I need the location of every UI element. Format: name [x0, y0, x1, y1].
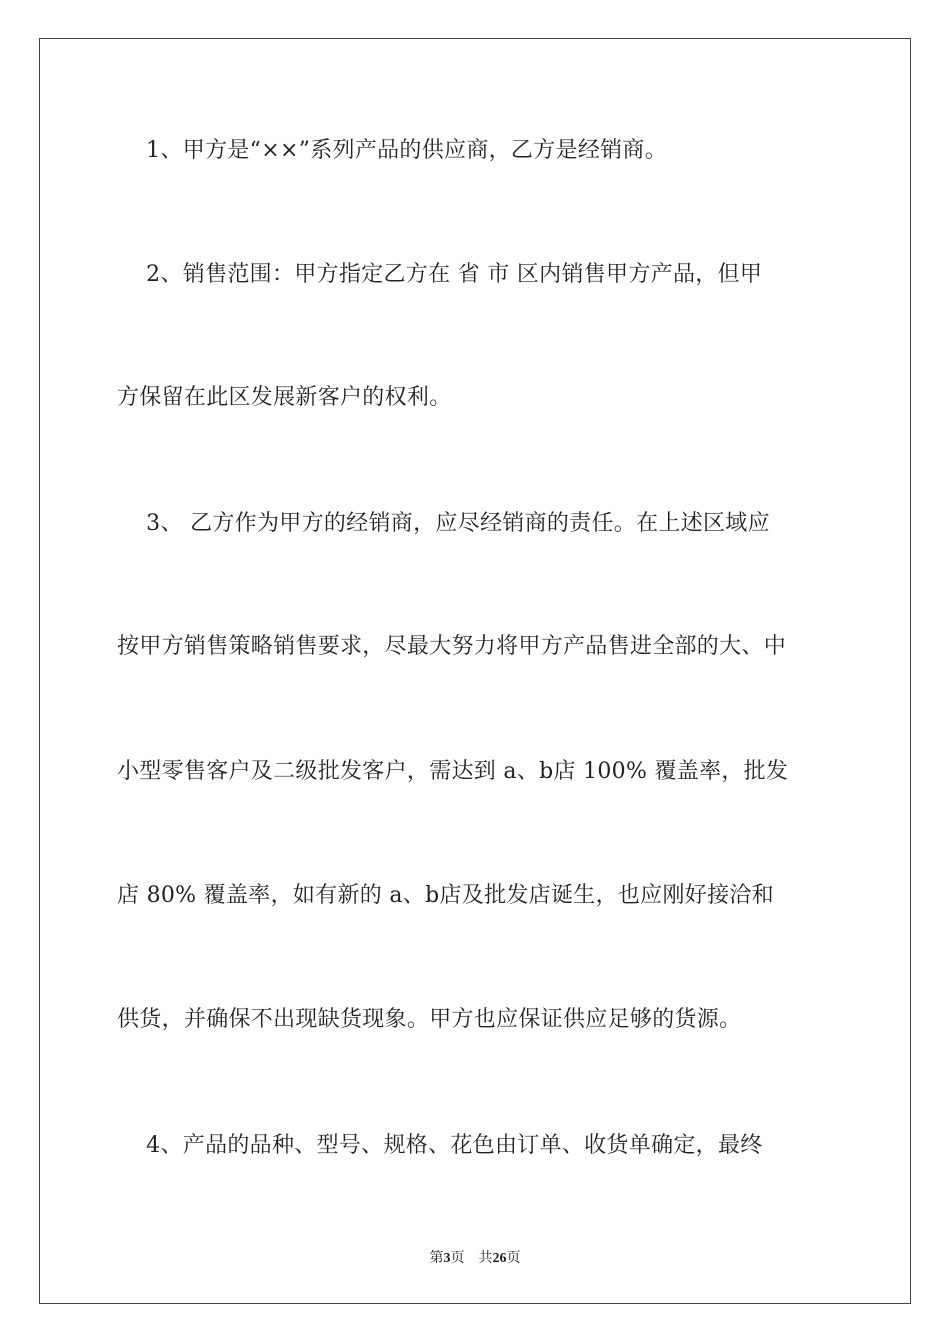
paragraph-line: 3、 乙方作为甲方的经销商，应尽经销商的责任。在上述区域应	[117, 511, 770, 536]
total-pages: 26	[492, 1251, 507, 1266]
paragraph-line: 店 80% 覆盖率，如有新的 a、b店及批发店诞生，也应刚好接洽和	[117, 883, 774, 908]
paragraph-line: 按甲方销售策略销售要求，尽最大努力将甲方产品售进全部的大、中	[117, 634, 787, 659]
paragraph-line: 小型零售客户及二级批发客户，需达到 a、b店 100% 覆盖率，批发	[117, 759, 789, 784]
total-prefix: 共	[478, 1251, 493, 1266]
paragraph-line: 供货，并确保不出现缺货现象。甲方也应保证供应足够的货源。	[117, 1007, 742, 1032]
page-suffix: 页	[450, 1251, 465, 1266]
page-prefix: 第	[429, 1251, 444, 1266]
paragraph-line: 4、产品的品种、型号、规格、花色由订单、收货单确定，最终	[117, 1133, 763, 1158]
total-suffix: 页	[506, 1251, 521, 1266]
page-border	[39, 38, 911, 1304]
paragraph-line: 方保留在此区发展新客户的权利。	[117, 385, 452, 410]
page-footer	[0, 1247, 950, 1267]
page-number: 3	[443, 1251, 451, 1266]
paragraph-line: 1、甲方是“××”系列产品的供应商，乙方是经销商。	[117, 138, 668, 163]
paragraph-line: 2、销售范围：甲方指定乙方在 省 市 区内销售甲方产品，但甲	[117, 262, 763, 287]
